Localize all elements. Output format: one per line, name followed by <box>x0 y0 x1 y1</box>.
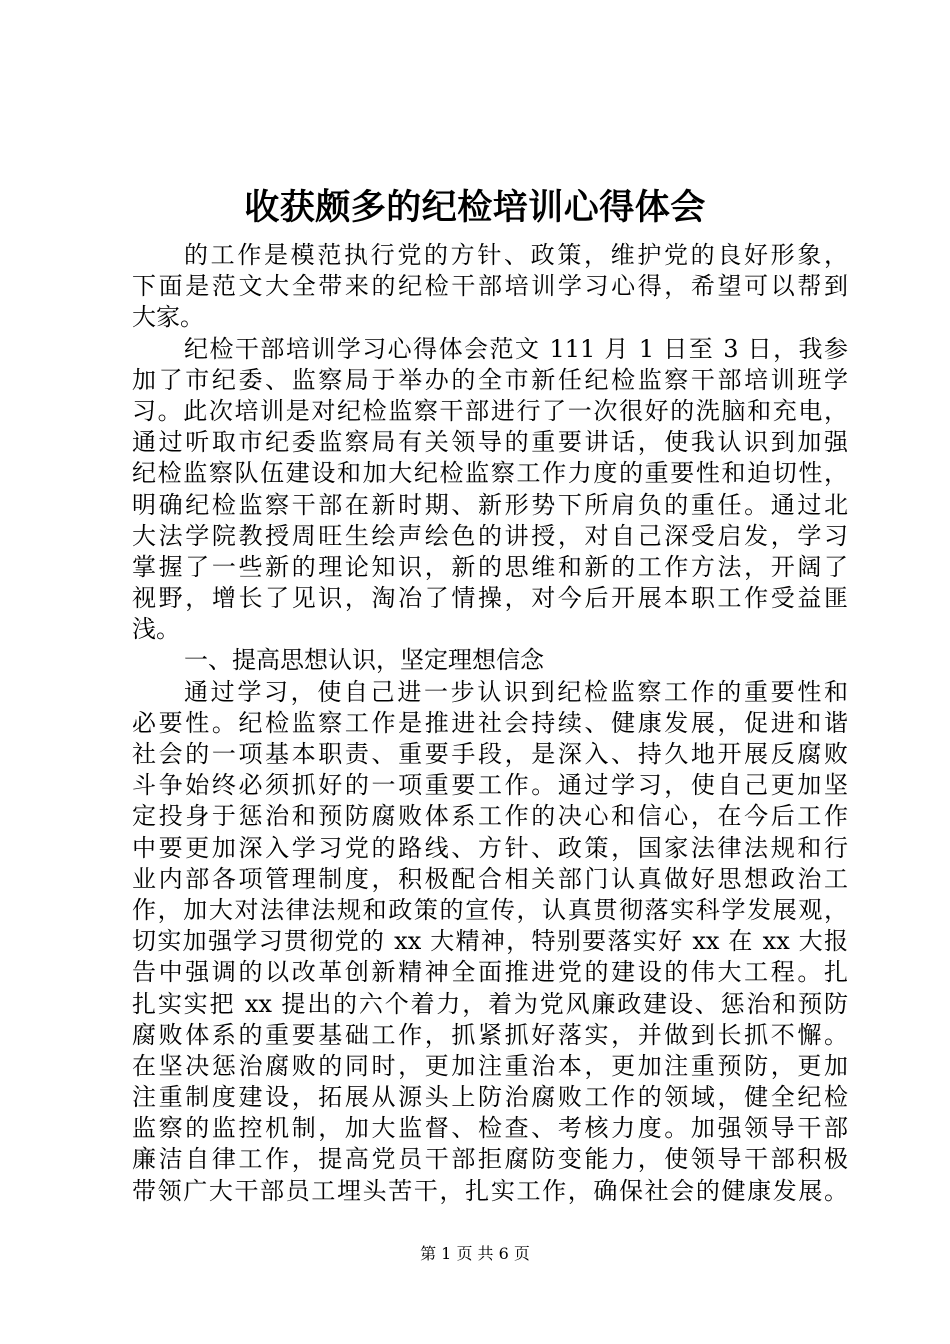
body-line: 注重制度建设，拓展从源头上防治腐败工作的领域，健全纪检 <box>132 1083 848 1112</box>
document-body <box>132 240 848 1207</box>
body-line: 在坚决惩治腐败的同时，更加注重治本，更加注重预防，更加 <box>132 1051 848 1080</box>
body-line: 纪检干部培训学习心得体会范文 111 月 1 日至 3 日，我参 <box>184 334 848 363</box>
body-line: 扎实实把 xx 提出的六个着力，着为党风廉政建设、惩治和预防 <box>132 989 848 1018</box>
body-line: 通过听取市纪委监察局有关领导的重要讲话，使我认识到加强 <box>132 428 848 457</box>
body-line: 作，加大对法律法规和政策的宣传，认真贯彻落实科学发展观， <box>132 895 848 924</box>
body-line: 加了市纪委、监察局于举办的全市新任纪检监察干部培训班学 <box>132 365 848 394</box>
document-title: 收获颇多的纪检培训心得体会 <box>244 187 706 228</box>
body-line: 告中强调的以改革创新精神全面推进党的建设的伟大工程。扎 <box>132 958 848 987</box>
body-line: 通过学习，使自己进一步认识到纪检监察工作的重要性和 <box>184 677 848 706</box>
body-line: 的工作是模范执行党的方针、政策，维护党的良好形象， <box>184 241 848 269</box>
body-line: 社会的一项基本职责、重要手段，是深入、持久地开展反腐败 <box>132 740 848 768</box>
body-line: 带领广大干部员工埋头苦干，扎实工作，确保社会的健康发展。 <box>132 1176 848 1205</box>
body-line: 廉洁自律工作，提高党员干部拒腐防变能力，使领导干部积极 <box>132 1145 848 1174</box>
body-line: 必要性。纪检监察工作是推进社会持续、健康发展，促进和谐 <box>132 708 848 737</box>
body-line: 浅。 <box>132 615 180 644</box>
body-line: 斗争始终必须抓好的一项重要工作。通过学习，使自己更加坚 <box>132 771 848 800</box>
page-footer: 第 1 页 共 6 页 <box>420 1244 530 1263</box>
body-line: 下面是范文大全带来的纪检干部培训学习心得，希望可以帮到 <box>132 272 848 301</box>
body-line: 纪检监察队伍建设和加大纪检监察工作力度的重要性和迫切性， <box>132 459 848 488</box>
body-line: 大法学院教授周旺生绘声绘色的讲授，对自己深受启发，学习 <box>132 521 848 550</box>
body-line: 明确纪检监察干部在新时期、新形势下所肩负的重任。通过北 <box>132 490 848 519</box>
body-line: 腐败体系的重要基础工作，抓紧抓好落实，并做到长抓不懈。 <box>132 1020 848 1049</box>
body-line: 视野，增长了见识，淘冶了情操，对今后开展本职工作受益匪 <box>132 584 848 613</box>
body-line: 中要更加深入学习党的路线、方针、政策，国家法律法规和行 <box>132 833 848 862</box>
body-line: 大家。 <box>132 303 204 332</box>
body-line: 习。此次培训是对纪检监察干部进行了一次很好的洗脑和充电， <box>132 396 848 425</box>
body-line: 监察的监控机制，加大监督、检查、考核力度。加强领导干部 <box>132 1114 848 1143</box>
body-line: 切实加强学习贯彻党的 xx 大精神，特别要落实好 xx 在 xx 大报 <box>132 927 848 956</box>
body-line: 一、提高思想认识，坚定理想信念 <box>184 646 544 675</box>
body-line: 定投身于惩治和预防腐败体系工作的决心和信心，在今后工作 <box>132 802 848 831</box>
body-line: 业内部各项管理制度，积极配合相关部门认真做好思想政治工 <box>132 864 848 893</box>
body-line: 掌握了一些新的理论知识，新的思维和新的工作方法，开阔了 <box>132 552 848 581</box>
